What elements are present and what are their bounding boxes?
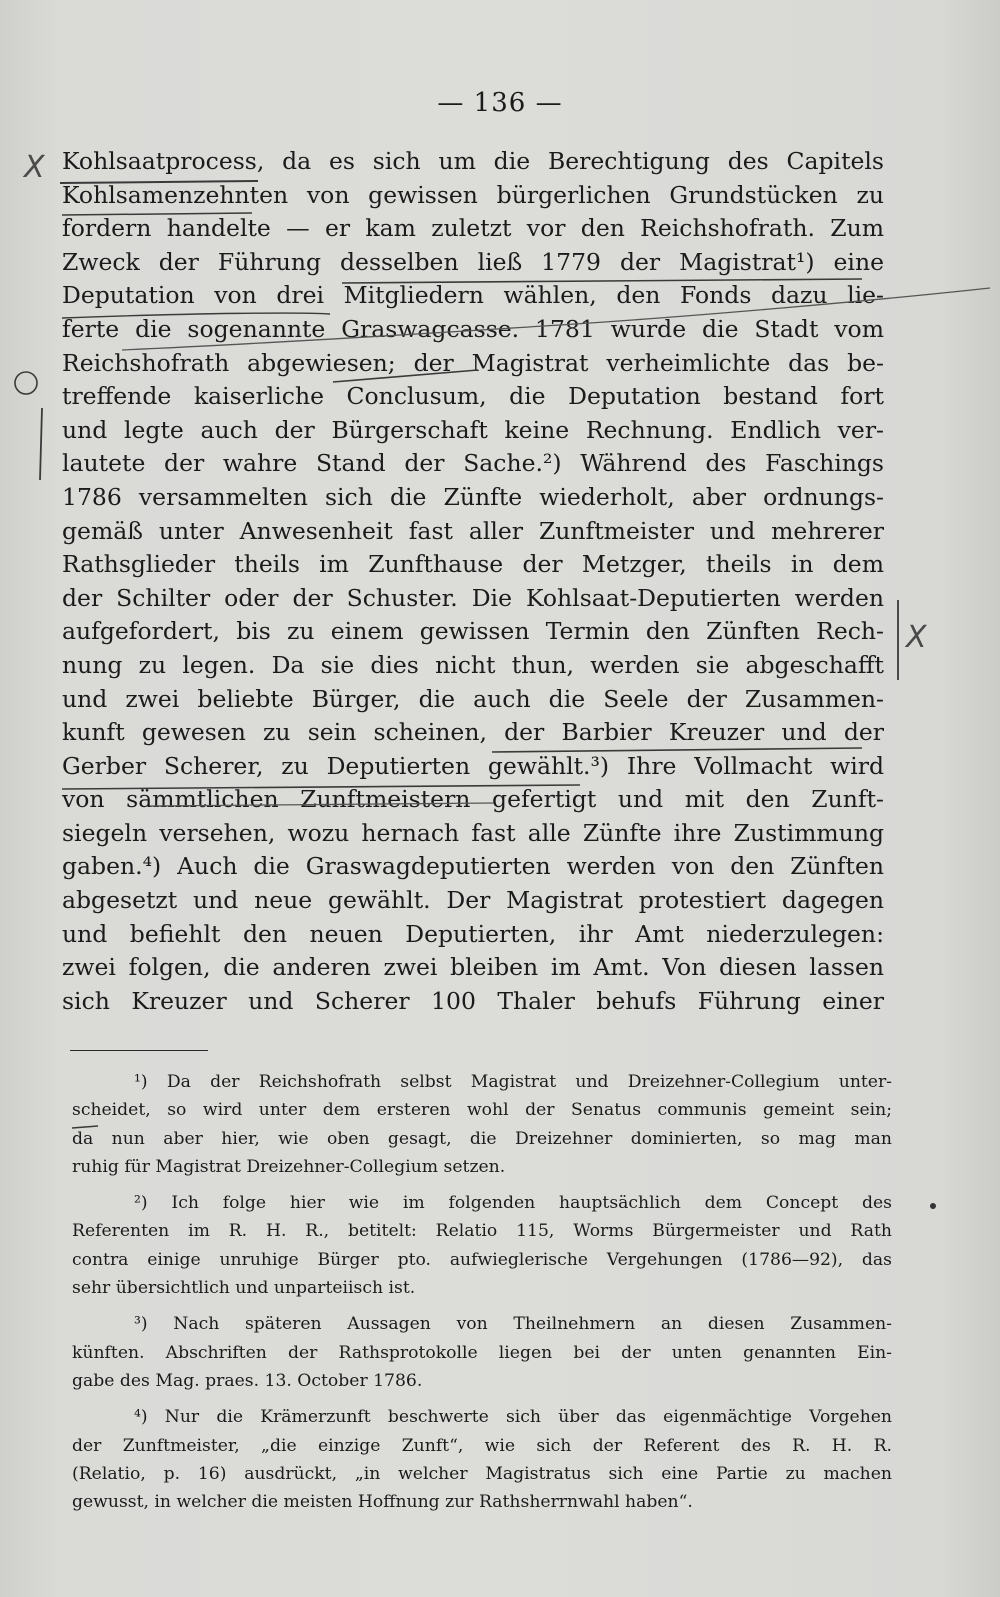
footnote-line: da nun aber hier, wie oben gesagt, die Dreizehner dominierten, so mag man	[72, 1128, 892, 1149]
text-line: abgesetzt und neue gewählt. Der Magistrat protestiert dagegen	[62, 886, 884, 915]
underline-kohlsamenzehnten	[62, 213, 252, 215]
underline-da	[72, 1126, 98, 1128]
text-line: und zwei beliebte Bürger, die auch die Seele der Zusammen-	[62, 684, 884, 713]
underline-kohlsaatprocess	[60, 181, 258, 183]
footnote-line: ⁴) Nur die Krämerzunft beschwerte sich über das eigenmächtige Vorgehen	[134, 1407, 892, 1428]
footnote-line: ¹) Da der Reichshofrath selbst Magistrat und Dreizehner-Collegium unter-	[134, 1072, 892, 1092]
text-line: siegeln versehen, wozu hernach fast alle Zünfte ihre Zustimmung	[62, 818, 884, 847]
text-line: und legte auch der Bürgerschaft keine Rechnung. Endlich ver-	[62, 415, 884, 444]
underline-deputation	[62, 313, 330, 318]
text-line: treffende kaiserliche Conclusum, die Deputation bestand fort	[62, 382, 884, 411]
footnote-line: contra einige unruhige Bürger pto. aufwieglerische Vergehungen (1786—92), das	[72, 1249, 892, 1270]
footnote-line: (Relatio, p. 16) ausdrückt, „in welcher Magistratus sich eine Partie zu machen	[72, 1463, 892, 1484]
text-line: Zweck der Führung desselben ließ 1779 der Magistrat¹) eine	[62, 247, 884, 276]
text-line: Gerber Scherer, zu Deputierten gewählt.³) Ihre Vollmacht wird	[62, 751, 884, 780]
footnote-line: scheidet, so wird unter dem ersteren wohl der Senatus communis gemeint sein;	[72, 1100, 892, 1121]
text-line: kunft gewesen zu sein scheinen, der Barbier Kreuzer und der	[62, 718, 884, 747]
footnote-line: Referenten im R. H. R., betitelt: Relatio 115, Worms Bürgermeister und Rath	[72, 1221, 892, 1242]
text-line: Kohlsaatprocess, da es sich um die Berechtigung des Capitels	[62, 147, 884, 175]
text-line: gaben.⁴) Auch die Graswagdeputierten werden von den Zünften	[62, 852, 884, 881]
circled-mark	[15, 372, 37, 394]
footnote-line: ruhig für Magistrat Dreizehner-Collegium setzen.	[72, 1156, 506, 1177]
underline-graswagcasse	[122, 288, 990, 350]
page-number: — 136 —	[437, 88, 563, 118]
footnote-line: ²) Ich folge hier wie im folgenden hauptsächlich dem Concept des	[134, 1193, 892, 1214]
text-line: Rathsglieder theils im Zunfthause der Metzger, theils in dem	[62, 550, 884, 579]
margin-cross-mark-right: X	[906, 620, 927, 655]
text-line: sich Kreuzer und Scherer 100 Thaler behufs Führung einer	[62, 986, 884, 1015]
footnote-line: sehr übersichtlich und unparteiisch ist.	[72, 1278, 416, 1299]
footnote-line: gabe des Mag. praes. 13. October 1786.	[72, 1370, 423, 1391]
ink-dot	[930, 1203, 936, 1209]
text-line: und befiehlt den neuen Deputierten, ihr Amt niederzulegen:	[62, 919, 884, 948]
text-line: fordern handelte — er kam zuletzt vor den Reichshofrath. Zum	[62, 214, 884, 243]
footnote-line: ³) Nach späteren Aussagen von Theilnehmern an diesen Zusammen-	[134, 1314, 892, 1335]
text-line: 1786 versammelten sich die Zünfte wiederholt, aber ordnungs-	[62, 482, 884, 511]
text-line: Deputation von drei Mitgliedern wählen, den Fonds dazu lie-	[62, 281, 884, 310]
text-line: Reichshofrath abgewiesen; der Magistrat verheimlichte das be-	[62, 348, 884, 377]
underline-desselben	[342, 279, 862, 283]
text-line: aufgefordert, bis zu einem gewissen Termin den Zünften Rech-	[62, 617, 884, 646]
text-line: der Schilter oder der Schuster. Die Kohlsaat-Deputierten werden	[62, 583, 884, 612]
underline-barbier	[492, 748, 862, 752]
footnote-line: gewusst, in welcher die meisten Hoffnung zur Rathsherrnwahl haben“.	[72, 1492, 693, 1513]
footnote-line: der Zunftmeister, „die einzige Zunft“, wie sich der Referent des R. H. R.	[72, 1435, 892, 1456]
text-line: gemäß unter Anwesenheit fast aller Zunftmeister und mehrerer	[62, 516, 884, 545]
underline-zunftmeistern	[150, 803, 494, 806]
margin-cross-mark: X	[24, 150, 45, 185]
margin-bracket-left	[40, 408, 42, 480]
text-line: zwei folgen, die anderen zwei bleiben im Amt. Von diesen lassen	[62, 953, 884, 982]
text-line: nung zu legen. Da sie dies nicht thun, werden sie abgeschafft	[62, 650, 884, 679]
text-line: ferte die sogenannte Graswagcasse. 1781 wurde die Stadt vom	[62, 314, 884, 343]
text-line: Kohlsamenzehnten von gewissen bürgerlichen Grundstücken zu	[62, 180, 884, 209]
underline-gerber	[62, 785, 580, 789]
underline-abgewiesen	[333, 370, 478, 382]
text-line: lautete der wahre Stand der Sache.²) Während des Faschings	[62, 449, 884, 478]
text-line: von sämmtlichen Zunftmeistern gefertigt und mit den Zunft-	[62, 785, 884, 814]
footnote-line: künften. Abschriften der Rathsprotokolle liegen bei der unten genannten Ein-	[72, 1342, 892, 1363]
